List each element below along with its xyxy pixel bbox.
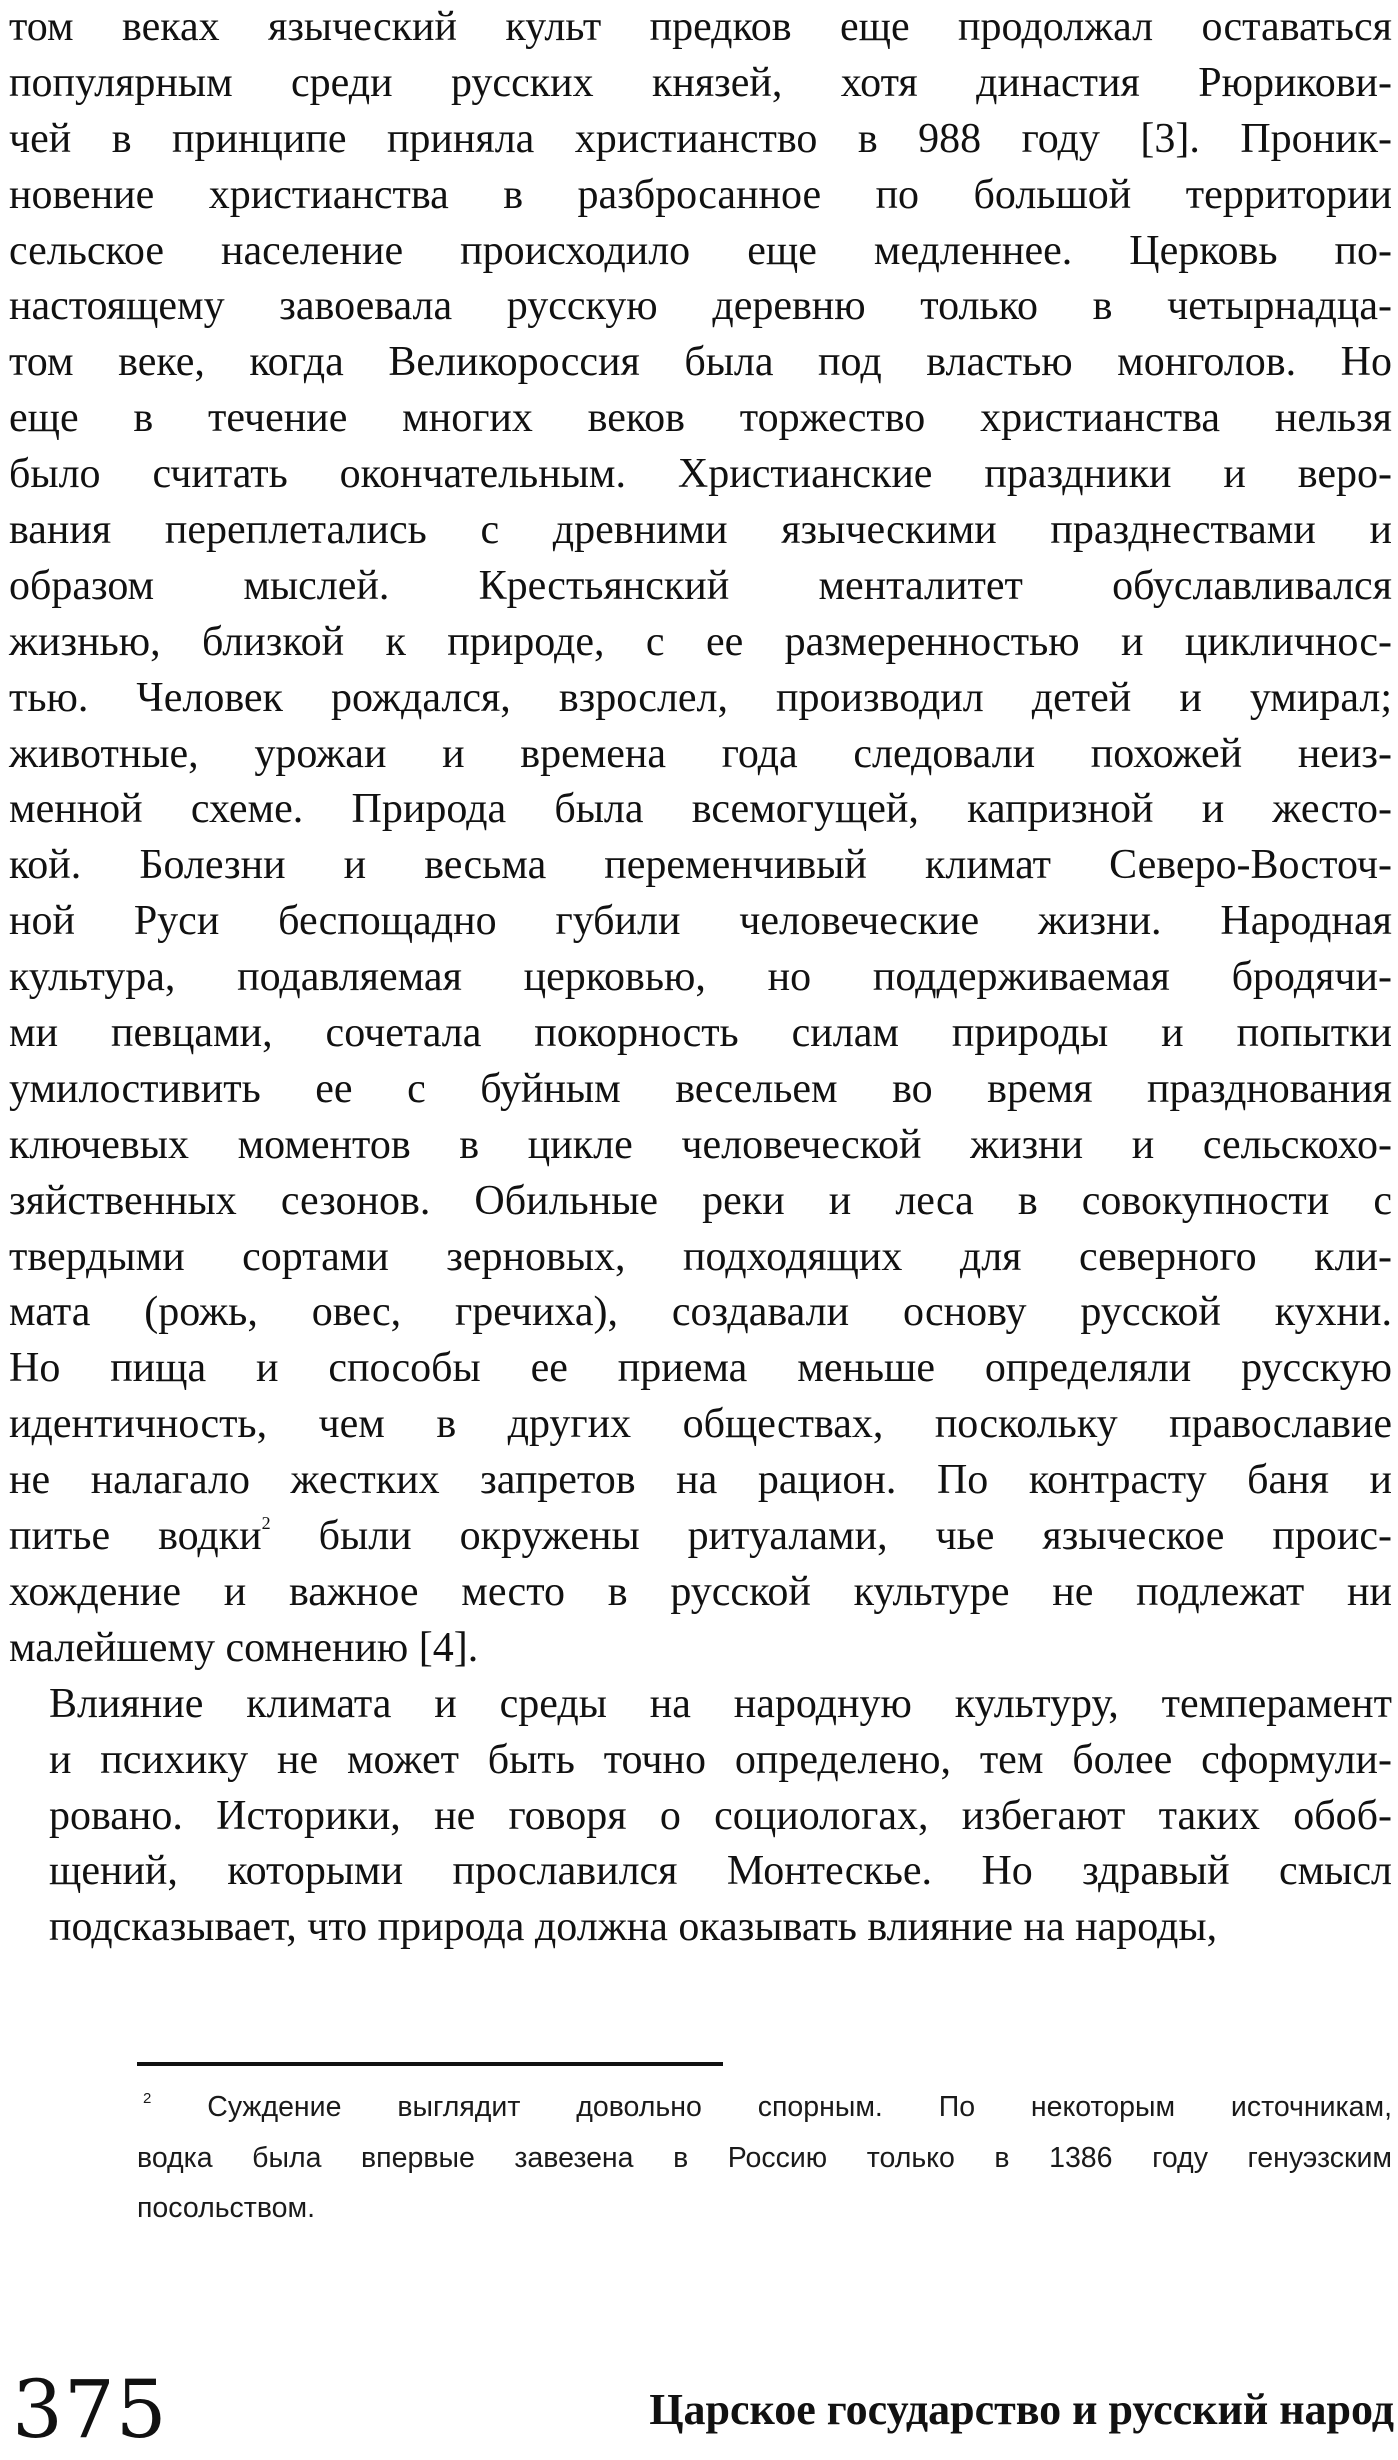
footnote-separator	[137, 2062, 723, 2066]
text-line: том веке, когда Великороссия была под властью монголов. Но	[9, 339, 1392, 386]
text-line: ключевых моментов в цикле человеческой жизни и сельскохо-	[9, 1121, 1392, 1168]
text-line: настоящему завоевала русскую деревню только в четырнадца-	[9, 283, 1392, 330]
text-line: том веках языческий культ предков еще продолжал оставаться	[9, 4, 1392, 50]
text-line	[9, 1509, 1392, 1565]
footnote-marker: 2	[143, 2090, 152, 2107]
text-line: малейшему сомнению [4].	[9, 1624, 479, 1671]
text-line: менной схеме. Природа была всемогущей, капризной и жесто-	[9, 786, 1392, 833]
text-line: чей в принципе приняла христианство в 988 году [3]. Проник-	[9, 115, 1392, 162]
text-line: и психику не может быть точно определено, тем более сформули-	[49, 1736, 1392, 1783]
running-title: Царское государство и русский народ	[649, 2385, 1394, 2434]
text-line: мата (рожь, овес, гречиха), создавали основу русской кухни.	[9, 1289, 1392, 1336]
text-line: культура, подавляемая церковью, но поддерживаемая бродячи-	[9, 954, 1392, 1001]
text-line: было считать окончательным. Христианские праздники и веро-	[9, 451, 1392, 498]
text-line: умилостивить ее с буйным весельем во время празднования	[9, 1065, 1392, 1112]
text-line: новение христианства в разбросанное по большой территории	[9, 171, 1392, 218]
main-text	[9, 0, 1392, 1956]
text-line: вания переплетались с древними языческими празднествами и	[9, 507, 1392, 554]
text-line: щений, которыми прославился Монтескье. Но здравый смысл	[49, 1848, 1392, 1895]
text-line: сельское население происходило еще медленнее. Церковь по-	[9, 227, 1392, 274]
text-line: образом мыслей. Крестьянский менталитет обуславливался	[9, 562, 1392, 609]
paragraph	[9, 1677, 1392, 1956]
text-line: популярным среди русских князей, хотя династия Рюрикови-	[9, 59, 1392, 106]
footnote-reference: 2	[261, 1513, 271, 1534]
text-line: ровано. Историки, не говоря о социологах, избегают таких обоб-	[49, 1792, 1392, 1839]
text-line: ной Руси беспощадно губили человеческие жизни. Народная	[9, 898, 1392, 945]
paragraph	[9, 0, 1392, 1677]
text-line: Но пища и способы ее приема меньше определяли русскую	[9, 1345, 1392, 1392]
footnote-text: Суждение выглядит довольно спорным. По некоторым источникам,	[207, 2091, 1393, 2123]
footnote	[137, 2082, 1392, 2234]
text-fragment: были окружены ритуалами, чье языческое проис-	[270, 1513, 1392, 1560]
text-line: подсказывает, что природа должна оказывать влияние на народы,	[49, 1904, 1218, 1951]
text-line: Влияние климата и среды на народную культуру, темперамент	[49, 1680, 1392, 1727]
text-line: твердыми сортами зерновых, подходящих для северного кли-	[9, 1233, 1392, 1280]
book-page	[9, 0, 1392, 2460]
text-line: животные, урожаи и времена года следовали похожей неиз-	[9, 730, 1392, 777]
text-line: зяйственных сезонов. Обильные реки и леса в совокупности с	[9, 1177, 1392, 1224]
text-line: тью. Человек рождался, взрослел, производил детей и умирал;	[9, 674, 1392, 721]
page-number: 375	[12, 2363, 168, 2456]
footnote-line: посольством.	[137, 2192, 316, 2224]
text-line: жизнью, близкой к природе, с ее размеренностью и цикличнос-	[9, 618, 1392, 665]
footnote-line	[137, 2082, 1392, 2133]
text-fragment: питье водки	[9, 1513, 262, 1560]
footnote-line: водка была впервые завезена в Россию только в 1386 году генуэзским	[137, 2141, 1392, 2174]
text-line: не налагало жестких запретов на рацион. По контрасту баня и	[9, 1457, 1392, 1504]
text-line: идентичность, чем в других обществах, поскольку православие	[9, 1401, 1392, 1448]
text-line: еще в течение многих веков торжество христианства нельзя	[9, 395, 1392, 442]
text-line: кой. Болезни и весьма переменчивый климат Северо-Восточ-	[9, 842, 1392, 889]
text-line: хождение и важное место в русской культуре не подлежат ни	[9, 1568, 1392, 1615]
text-line: ми певцами, сочетала покорность силам природы и попытки	[9, 1010, 1392, 1057]
